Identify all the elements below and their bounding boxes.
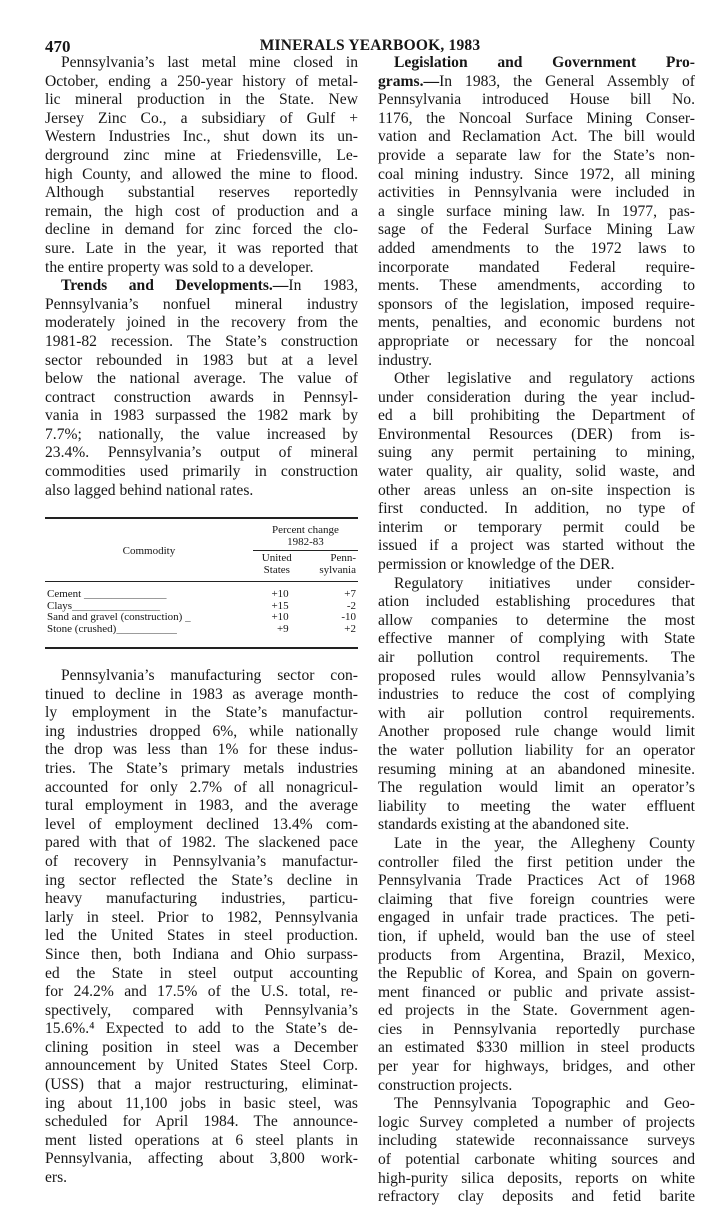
text-line: incorporate mandated Federal require- [378, 258, 695, 276]
text-line: ments. These amendments, according to [378, 277, 695, 295]
text-line: appropriate or necessary for the noncoal [378, 332, 695, 350]
text-line: a single surface mining law. In 1977, pas- [378, 202, 695, 220]
text-line: moderately joined in the recovery from the [45, 314, 358, 332]
text-line: lic mineral production in the State. New [45, 91, 358, 109]
text-line: decline in demand for zinc forced the clo- [45, 221, 358, 239]
text-line: engaged in unfair trade practices. The peti- [378, 909, 695, 927]
text-line: remain, the high cost of production and a [45, 202, 358, 220]
text-line: an estimated $330 million in steel products [378, 1039, 695, 1057]
text-line: of potential carbonate whiting sources and [378, 1151, 695, 1169]
page-number: 470 [45, 37, 71, 56]
text-line: liability to meeting the water effluent [378, 797, 695, 815]
text-line: pared with that of 1982. The slackened pace [45, 834, 358, 852]
text-line: 15.6%.⁴ Expected to add to the State’s de- [45, 1020, 358, 1038]
text-line: Pennsylvania introduced House bill No. [378, 91, 695, 109]
text-line: ment listed operations at 6 steel plants in [45, 1131, 358, 1149]
text-line: larly in steel. Prior to 1982, Pennsylvania [45, 908, 358, 926]
text-line: effective manner of complying with State [378, 630, 695, 648]
text-line: Since then, both Indiana and Ohio surpass- [45, 945, 358, 963]
text-line: the drop was less than 1% for these indus- [45, 741, 358, 759]
text-line: other areas unless an on-site inspection is [378, 481, 695, 499]
text-line: level of employment declined 13.4% com- [45, 815, 358, 833]
text-line: under consideration during the year includ- [378, 388, 695, 406]
group-header-label: Percent change [271, 524, 339, 536]
commodity-cell: Stone (crushed)___________ [47, 622, 177, 635]
text-line [45, 277, 358, 296]
text-line: claiming that five foreign countries were [378, 890, 695, 908]
text-line: products from Argentina, Brazil, Mexico, [378, 946, 695, 964]
run-in-heading: Legislation and Government Pro- [394, 54, 695, 71]
column-header-pa: Penn- sylvania [301, 551, 358, 582]
run-in-heading: Trends and Developments.— [61, 277, 289, 295]
text-line: provide a separate law for the State’s non- [378, 146, 695, 164]
text-line: permission or knowledge of the DER. [378, 556, 615, 574]
text-line: Environmental Resources (DER) from is- [378, 425, 695, 443]
column-header-commodity: Commodity [45, 518, 253, 582]
text-line: logic Survey completed a number of projects [378, 1113, 695, 1131]
text-line: ed a bill prohibiting the Department of [378, 407, 695, 425]
text-line: scheduled for April 1984. The announce- [45, 1113, 358, 1131]
us-change-cell: +10 [271, 588, 289, 600]
text-line: industries to reduce the cost of complying [378, 686, 695, 704]
text-line: sure. Late in the year, it was reported that [45, 239, 358, 257]
text-line: sponsors of the legislation, imposed require- [378, 295, 695, 313]
text-line: standards existing at the abandoned site. [378, 816, 630, 834]
text-line: cies in Pennsylvania reportedly purchase [378, 1020, 695, 1038]
text-line [378, 73, 695, 92]
text-line: tinued to decline in 1983 as average month- [45, 685, 358, 703]
text-line: announcement by United States Steel Corp. [45, 1057, 358, 1075]
dot-leader: _ [182, 611, 191, 623]
text-line: refractory clay deposits and fetid barite [378, 1188, 695, 1206]
text-line: tries. The State’s primary metals industries [45, 759, 358, 777]
left-column-bottom [45, 667, 358, 1188]
commodity-cell: Cement _______________ [47, 588, 167, 600]
paragraph [378, 54, 695, 370]
group-header-period: 1982-83 [287, 535, 324, 548]
text-line: ing about 11,100 jobs in basic steel, was [45, 1094, 358, 1112]
run-in-heading: grams.— [378, 72, 440, 90]
text-line: with air pollution control requirements. [378, 704, 695, 722]
us-change-cell: +9 [276, 622, 289, 635]
us-change-cell: +10 [271, 611, 289, 623]
running-title: MINERALS YEARBOOK, 1983 [259, 37, 481, 54]
left-column-top [45, 54, 358, 500]
text-line: Pennsylvania, affecting about 3,800 work- [45, 1150, 358, 1168]
text-line: ers. [45, 1169, 68, 1187]
text-line: 1176, the Noncoal Surface Mining Conser- [378, 109, 695, 127]
text-line: first conducted. In addition, no type of [378, 500, 695, 518]
text-line: tion, if upheld, would ban the use of steel [378, 927, 695, 945]
text-line: Pennsylvania’s nonfuel mineral industry [45, 295, 358, 313]
text-line: The Pennsylvania Topographic and Geo- [394, 1095, 695, 1113]
text-line: coal mining industry. Since 1972, all mining [378, 165, 695, 183]
commodity-percent-change-table [45, 517, 358, 649]
text-line: contract construction awards in Pennsyl- [45, 388, 358, 406]
pa-change-cell: -10 [341, 611, 356, 623]
text-line: Other legislative and regulatory actions [394, 370, 695, 388]
pa-change-cell: +7 [344, 588, 356, 600]
text-line: water quality, air quality, solid waste, and [378, 463, 695, 481]
paragraph [378, 1095, 695, 1207]
pa-change-cell: -2 [346, 599, 356, 612]
text-line: (USS) that a major restructuring, eliminat- [45, 1076, 358, 1094]
text-line: proposed rules would allow Pennsylvania’s [378, 667, 695, 685]
paragraph [378, 575, 695, 835]
text-line: ing industries dropped 6%, while nationally [45, 722, 358, 740]
text-line: sage of the Federal Surface Mining Law [378, 221, 695, 239]
paragraph [45, 277, 358, 500]
text-line: Late in the year, the Allegheny County [394, 834, 695, 852]
text-line: suing any permit pertaining to mining, [378, 444, 695, 462]
text-line: industry. [378, 351, 432, 369]
text-line: the water pollution liability for an operator [378, 741, 695, 759]
text-line: Pennsylvania’s manufacturing sector con- [61, 667, 358, 684]
dot-leader: ___________ [116, 622, 177, 635]
table-row [45, 582, 358, 601]
text-line: tural employment in 1983, and the average [45, 797, 358, 815]
text-line: the entire property was sold to a developer. [45, 258, 314, 276]
text-line: activities in Pennsylvania were included in [378, 184, 695, 202]
text-line: high-purity silica deposits, reports on white [378, 1169, 695, 1187]
text-line: Regulatory initiatives under consider- [394, 574, 695, 592]
text-line: October, ending a 250-year history of metal- [45, 72, 358, 90]
text-line: added amendments to the 1972 laws to [378, 239, 695, 257]
text-line: sector rebounded in 1983 but at a level [45, 351, 358, 369]
text-line: per year for highways, bridges, and other [378, 1058, 695, 1076]
text-line: accounted for only 2.7% of all nonagricul- [45, 778, 358, 796]
paragraph [45, 667, 358, 1188]
text-line: ing sector reflected the State’s decline in [45, 871, 358, 889]
text-line: derground zinc mine at Friedensville, Le- [45, 146, 358, 164]
line-text: In 1983, the General Assembly of [439, 72, 695, 90]
us-change-cell: +15 [271, 599, 289, 612]
pa-change-cell: +2 [344, 622, 356, 635]
text-line: Another proposed rule change would limit [378, 723, 695, 741]
text-line: Jersey Zinc Co., a subsidiary of Gulf + [45, 109, 358, 127]
text-line: including statewide reconnaissance surveys [378, 1132, 695, 1150]
text-line: ly employment in the State’s manufactur- [45, 704, 358, 722]
right-column [378, 54, 695, 1207]
dot-leader: ________________ [72, 599, 161, 612]
text-line: vania in 1983 surpassed the 1982 mark by [45, 407, 358, 425]
text-line: spectively, compared with Pennsylvania’s [45, 1001, 358, 1019]
text-line: interim or temporary permit could be [378, 518, 695, 536]
text-line: 7.7%; nationally, the value increased by [45, 425, 358, 443]
text-line: 23.4%. Pennsylvania’s output of mineral [45, 444, 358, 462]
commodity-cell: Sand and gravel (construction) _ [47, 611, 191, 623]
line-text: In 1983, [288, 277, 358, 295]
text-line: issued if a project was started without the [378, 537, 695, 555]
text-line: high County, and allowed the mine to flood. [45, 165, 358, 183]
text-line: led the United States in steel production. [45, 927, 358, 945]
text-line: heavy manufacturing industries, particu- [45, 890, 358, 908]
text-line: Pennsylvania Trade Practices Act of 1968 [378, 872, 695, 890]
text-line: below the national average. The value of [45, 370, 358, 388]
text-line: the Republic of Korea, and Spain on govern- [378, 965, 695, 983]
commodity-cell: Clays________________ [47, 599, 161, 612]
text-line: ed the State in steel output accounting [45, 964, 358, 982]
text-line: 1981-82 recession. The State’s construction [45, 332, 358, 350]
paragraph [378, 835, 695, 1095]
text-line [378, 54, 695, 73]
text-line: construction projects. [378, 1076, 513, 1094]
column-header-us: United States [253, 551, 301, 582]
column-group-header [253, 518, 358, 551]
paragraph [45, 54, 358, 277]
text-line: of recovery in Pennsylvania’s manufactur- [45, 852, 358, 870]
paragraph [378, 370, 695, 575]
text-line: ation included establishing procedures that [378, 593, 695, 611]
text-line: The regulation would limit an operator’s [378, 779, 695, 797]
text-line: ments, penalties, and economic burdens not [378, 314, 695, 332]
text-line: vation and Reclamation Act. The bill would [378, 128, 695, 146]
text-line: ed projects in the State. Government agen- [378, 1002, 695, 1020]
text-line: clining position in steel was a December [45, 1038, 358, 1056]
text-line: air pollution control requirements. The [378, 649, 695, 666]
text-line: also lagged behind national rates. [45, 481, 254, 499]
dot-leader: _______________ [81, 588, 167, 600]
text-line: commodities used primarily in construction [45, 463, 358, 481]
text-line: Pennsylvania’s last metal mine closed in [61, 54, 358, 71]
text-line: controller filed the first petition under the [378, 853, 695, 871]
table-row [45, 624, 358, 649]
text-line: allow companies to determine the most [378, 611, 695, 629]
text-line: for 24.2% and 17.5% of the U.S. total, re- [45, 983, 358, 1001]
text-line: resuming mining at an abandoned minesite. [378, 760, 695, 778]
text-line: Western Industries Inc., shut down its un- [45, 128, 358, 146]
text-line: Although substantial reserves reportedly [45, 184, 358, 202]
text-line: ment financed or public and private assist- [378, 983, 695, 1001]
